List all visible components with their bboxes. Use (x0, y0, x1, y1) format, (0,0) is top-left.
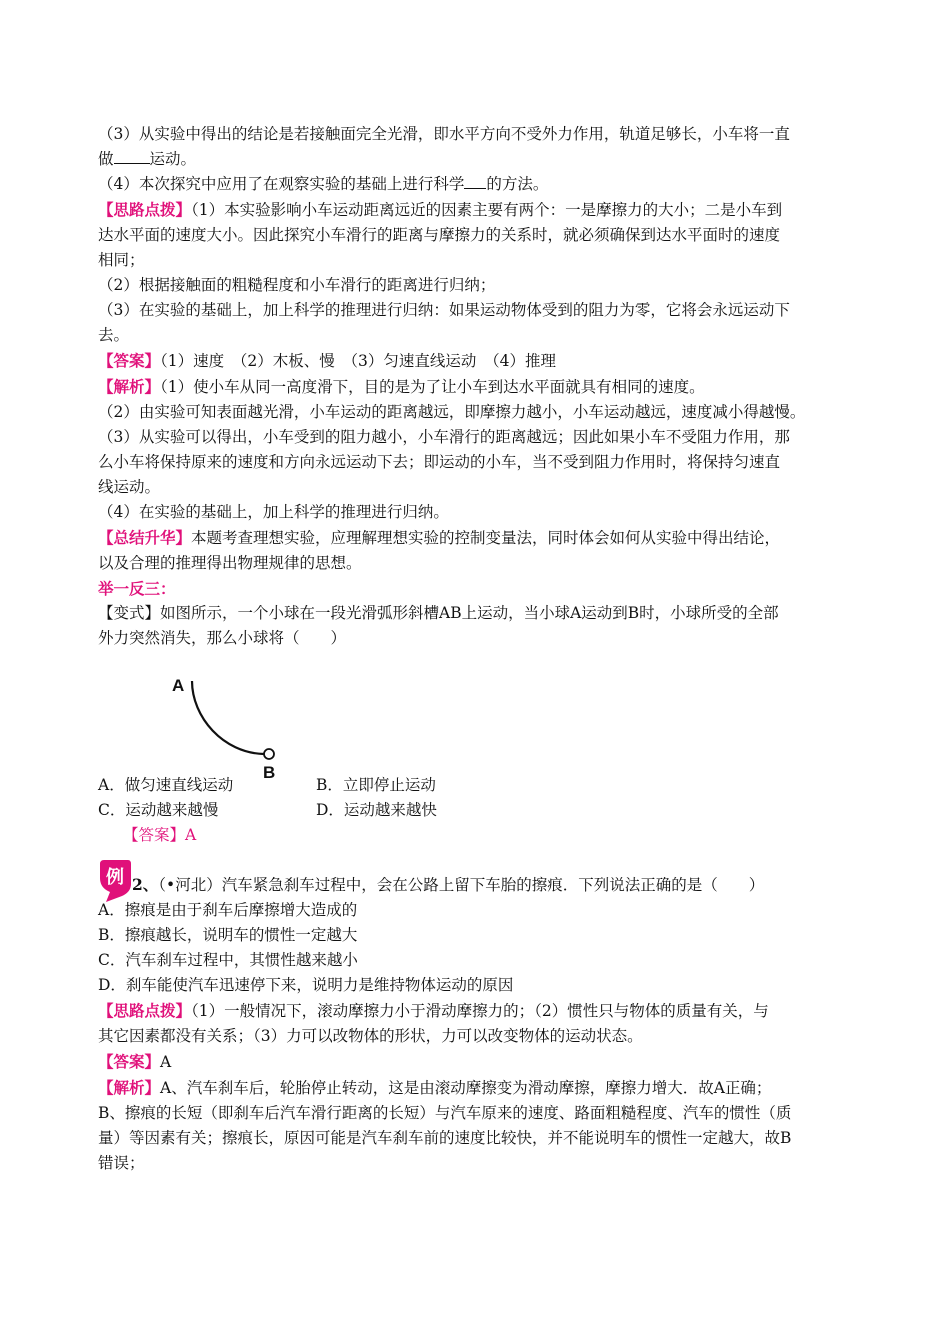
hint-text: （1）本实验影响小车运动距离远近的因素主要有两个：一是摩擦力的大小；二是小车到 (191, 201, 783, 219)
hint-line6: 去。 (98, 326, 130, 344)
ball (264, 749, 274, 759)
hint-line5: （3）在实验的基础上，加上科学的推理进行归纳：如果运动物体受到的阻力为零，它将会永远运动下 (98, 301, 790, 319)
point-a-label: A (172, 676, 185, 695)
example2-analysis-line1 (98, 1075, 858, 1101)
hint-tag: 【思路点拨】 (98, 200, 192, 219)
option-a: A．做匀速直线运动 (98, 776, 234, 794)
example2-answer (98, 1049, 858, 1075)
example2-question (98, 872, 858, 898)
hint-line3: 相同； (98, 251, 145, 269)
part3-suffix: 运动。 (149, 150, 197, 168)
example2-analysis-line4: 错误； (98, 1154, 145, 1172)
variant-tag: 【变式】 (98, 604, 161, 622)
summary-text: 本题考查理想实验，应理解理想实验的控制变量法，同时体会如何从实验中得出结论， (191, 529, 781, 547)
summary-line2: 以及合理的推理得出物理规律的思想。 (98, 554, 362, 572)
example2-answer-tag: 【答案】 (98, 1052, 161, 1071)
hint-line2: 达水平面的速度大小。因此探究小车滑行的距离与摩擦力的关系时，就必须确保到达水平面时的速度 (98, 226, 781, 244)
example2-analysis-line2: B、擦痕的长短（即刹车后汽车滑行距离的长短）与汽车原来的速度、路面粗糙程度、汽车的惯性（质 (98, 1104, 792, 1122)
question-part3-line1: （3）从实验中得出的结论是若接触面完全光滑，即水平方向不受外力作用，轨道足够长，小车将一直 (98, 125, 790, 143)
option-b: B．立即停止运动 (316, 776, 436, 794)
variant-line2: 外力突然消失，那么小球将（ ） (98, 629, 347, 647)
option-c: C．运动越来越慢 (98, 801, 219, 819)
analysis-line4: 么小车将保持原来的速度和方向永远运动下去；即运动的小车，当不受到阻力作用时，将保持匀速直 (98, 453, 781, 471)
analysis-line6: （4）在实验的基础上，加上科学的推理进行归纳。 (98, 503, 449, 521)
example2-analysis-line3: 量）等因素有关；擦痕长，原因可能是汽车刹车前的速度比较快，并不能说明车的惯性一定越大，故B (98, 1129, 792, 1147)
variant-answer-text: 【答案】A (123, 826, 197, 844)
example-badge-icon (98, 856, 132, 902)
analysis-text: （1）使小车从同一高度滑下，目的是为了让小车到达水平面就具有相同的速度。 (160, 378, 705, 396)
example2-option-a: A．擦痕是由于刹车后摩擦增大造成的 (98, 901, 358, 919)
hint-line1 (98, 197, 858, 223)
answer-text: （1）速度 （2）木板、慢 （3）匀速直线运动 （4）推理 (160, 352, 556, 370)
summary-tag: 【总结升华】 (98, 528, 192, 547)
variant-text: 如图所示，一个小球在一段光滑弧形斜槽AB上运动，当小球A运动到B时，小球所受的全部 (160, 604, 779, 622)
arc-track-figure (98, 657, 858, 782)
analysis-line1 (98, 374, 858, 400)
example2-analysis-tag: 【解析】 (98, 1078, 161, 1097)
example2-hint-tag: 【思路点拨】 (98, 1001, 192, 1020)
example2-option-b: B．擦痕越长，说明车的惯性一定越大 (98, 926, 358, 944)
arc-track (192, 681, 264, 754)
example2-question-text: （•河北）汽车紧急刹车过程中，会在公路上留下车胎的擦痕．下列说法正确的是（ ） (158, 876, 765, 894)
example2-analysis-text: A、汽车刹车后，轮胎停止转动，这是由滚动摩擦变为滑动摩擦，摩擦力增大．故A正确； (160, 1079, 772, 1097)
hint-line4: （2）根据接触面的粗糙程度和小车滑行的距离进行归纳； (98, 276, 496, 294)
part4-prefix: （4）本次探究中应用了在观察实验的基础上进行科学 (98, 175, 465, 193)
answer-line (98, 348, 858, 374)
example-2 (98, 867, 858, 1176)
option-d: D．运动越来越快 (316, 801, 437, 819)
document-page (98, 122, 858, 1176)
summary-line1 (98, 525, 858, 551)
example2-hint-line1 (98, 998, 858, 1024)
answer-blank (464, 174, 486, 189)
example2-answer-text: A (160, 1053, 172, 1071)
variant-answer (98, 823, 858, 848)
example2-option-c: C．汽车刹车过程中，其惯性越来越小 (98, 951, 358, 969)
example-badge-label: 例 (106, 867, 124, 888)
practice-heading: 举一反三： (98, 579, 176, 598)
variant-line1 (98, 601, 858, 626)
options-row2 (98, 798, 858, 823)
analysis-line2: （2）由实验可知表面越光滑，小车运动的距离越远，即摩擦力越小，小车运动越远，速度减小得越慢。 (98, 403, 806, 421)
example2-number: 2、 (132, 875, 159, 894)
question-part3-line2 (98, 147, 858, 172)
analysis-line5: 线运动。 (98, 478, 161, 496)
answer-blank (114, 149, 150, 164)
question-part4-line (98, 172, 858, 197)
point-b-label: B (263, 763, 276, 782)
example2-hint-text: （1）一般情况下，滚动摩擦力小于滑动摩擦力的；（2）惯性只与物体的质量有关，与 (191, 1002, 769, 1020)
analysis-tag: 【解析】 (98, 377, 161, 396)
arc-track-diagram (98, 657, 298, 782)
example2-option-d: D．刹车能使汽车迅速停下来，说明力是维持物体运动的原因 (98, 976, 514, 994)
analysis-line3: （3）从实验可以得出，小车受到的阻力越小，小车滑行的距离越远；因此如果小车不受阻力作用，那 (98, 428, 790, 446)
part4-suffix: 的方法。 (486, 175, 549, 193)
example2-hint-line2: 其它因素都没有关系；（3）力可以改物体的形状，力可以改变物体的运动状态。 (98, 1027, 643, 1045)
options-row1 (98, 773, 858, 798)
answer-tag: 【答案】 (98, 351, 161, 370)
part3-prefix: 做 (98, 150, 114, 168)
